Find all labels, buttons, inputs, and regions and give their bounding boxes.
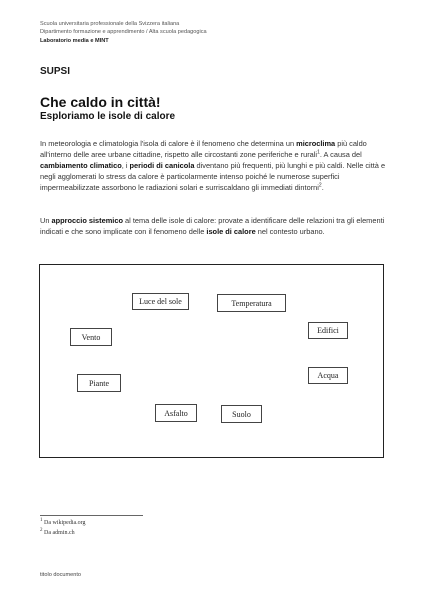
text-run: , i	[121, 161, 130, 170]
node-acqua[interactable]: Acqua	[308, 367, 348, 384]
bold-term-canicola: periodi di canicola	[129, 161, 195, 170]
footnote-text: Da wikipedia.org	[44, 520, 86, 526]
text-run: diventano più frequenti, più lunghi e più caldi. Nelle città e negli agglomerati lo stress da calore è particolarmente intenso poiché le numerose superfici impermeabilizzate assorbono le radiazioni solari e surriscaldano gli immediati dintorni	[40, 161, 386, 192]
page-title: Che caldo in città!	[40, 94, 161, 110]
institution-name: Scuola universitaria professionale della Svizzera italiana	[40, 21, 180, 27]
footnote-number: 1	[40, 518, 43, 523]
bold-term-approccio: approccio sistemico	[51, 216, 123, 225]
concept-map-area[interactable]	[39, 264, 384, 458]
text-run: .	[321, 183, 324, 192]
document-footer: titolo documento	[40, 572, 82, 578]
text-run: più caldo all'interno delle aree urbane cittadine, rispetto alle circostanti zone periferiche e rurali	[40, 139, 367, 159]
department-name: Dipartimento formazione e apprendimento / Alta scuola pedagogica	[40, 29, 207, 36]
node-suolo[interactable]: Suolo	[221, 405, 262, 423]
institution-header	[40, 20, 207, 45]
footnote-ref-1[interactable]: 1	[317, 149, 320, 156]
bold-term-microclima: microclima	[296, 139, 336, 148]
text-run: In meteorologia e climatologia l'isola di calore è il fenomeno che determina un	[40, 139, 297, 148]
supsi-logo: SUPSI	[40, 66, 71, 77]
node-asfalto[interactable]: Asfalto	[155, 404, 197, 422]
bold-term-cambiamento: cambiamento climatico	[40, 161, 122, 170]
footnote-divider	[40, 515, 143, 516]
lab-name: Laboratorio media e MINT	[40, 37, 109, 44]
node-luce-del-sole[interactable]: Luce del sole	[132, 293, 189, 310]
text-run: nel contesto urbano.	[255, 227, 325, 236]
bold-term-isole: isole di calore	[206, 227, 256, 236]
footnote-1	[40, 520, 86, 526]
text-run: al tema delle isole di calore: provate a identificare delle relazioni tra gli elementi indicati e che sono implicate con il fenomeno delle	[40, 216, 385, 236]
footnote-text: Da admin.ch	[44, 530, 75, 536]
footnote-2	[40, 530, 75, 536]
text-run: . A causa del	[319, 150, 362, 159]
task-paragraph	[40, 215, 395, 237]
node-vento[interactable]: Vento	[70, 328, 112, 346]
node-piante[interactable]: Piante	[77, 374, 121, 392]
intro-paragraph	[40, 138, 395, 193]
node-edifici[interactable]: Edifici	[308, 322, 348, 339]
footnote-number: 2	[40, 528, 43, 533]
node-temperatura[interactable]: Temperatura	[217, 294, 286, 312]
text-run: Un	[40, 216, 52, 225]
page-subtitle: Esploriamo le isole di calore	[40, 111, 176, 122]
footnote-ref-2[interactable]: 2	[318, 182, 322, 189]
